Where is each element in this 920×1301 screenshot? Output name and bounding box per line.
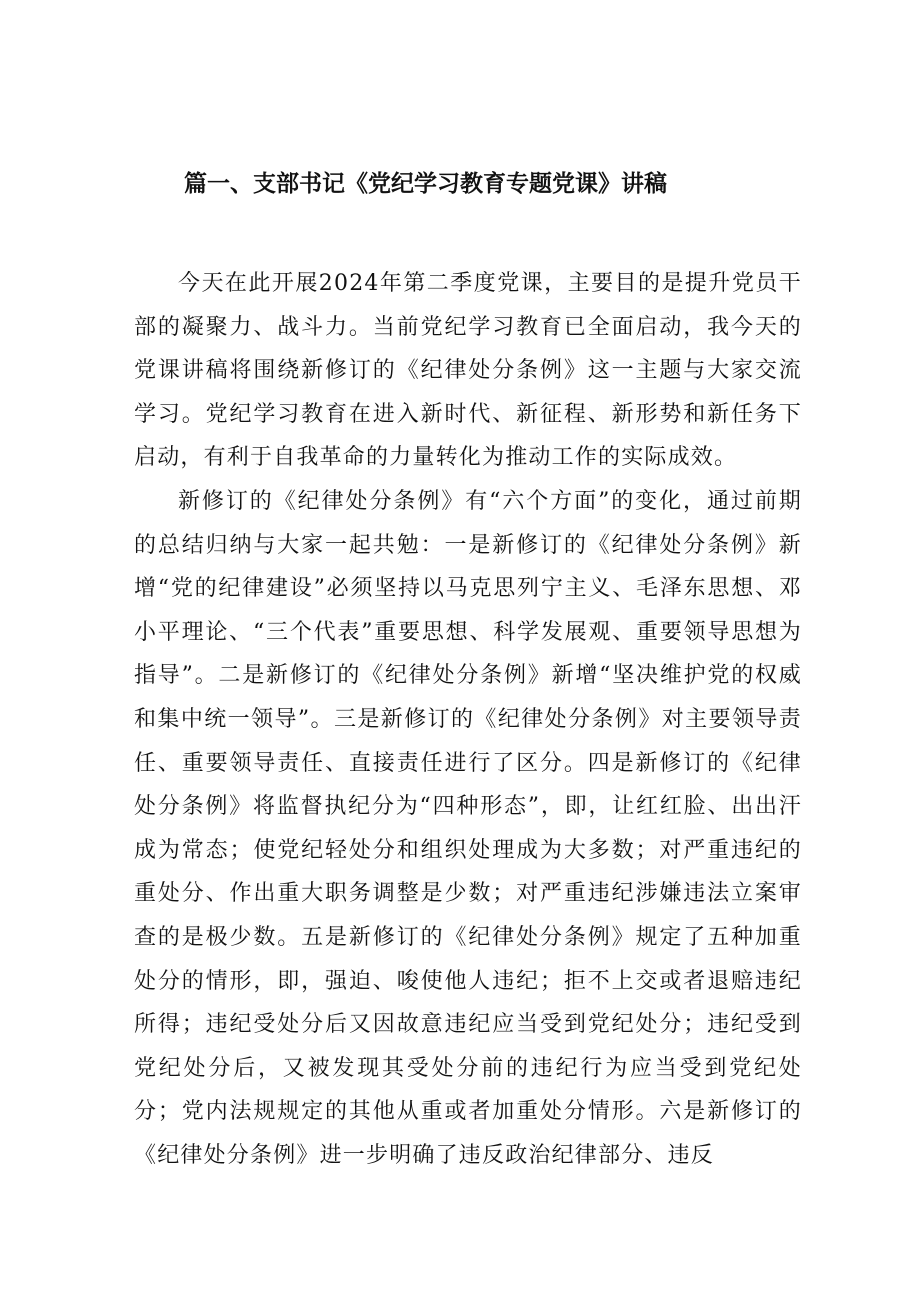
- document-body: [134, 262, 802, 1177]
- paragraph-1: 今天在此开展2024年第二季度党课，主要目的是提升党员干部的凝聚力、战斗力。当前党纪学习教育已全面启动，我今天的党课讲稿将围绕新修订的《纪律处分条例》这一主题与大家交流学习。党纪学习教育在进入新时代、新征程、新形势和新任务下启动，有利于自我革命的力量转化为推动工作的实际成效。: [134, 271, 802, 471]
- document-title: 篇一、支部书记《党纪学习教育专题党课》讲稿: [184, 171, 667, 197]
- paragraph-2: 新修订的《纪律处分条例》有“六个方面”的变化，通过前期的总结归纳与大家一起共勉：一是新修订的《纪律处分条例》新增“党的纪律建设”必须坚持以马克思列宁主义、毛泽东思想、邓小平理论、“三个代表”重要思想、科学发展观、重要领导思想为指导”。二是新修订的《纪律处分条例》新增“坚决维护党的权威和集中统一领导”。三是新修订的《纪律处分条例》对主要领导责任、重要领导责任、直接责任进行了区分。四是新修订的《纪律处分条例》将监督执纪分为“四种形态”，即，让红红脸、出出汗成为常态；使党纪轻处分和组织处理成为大多数；对严重违纪的重处分、作出重大职务调整是少数；对严重违纪涉嫌违法立案审查的是极少数。五是新修订的《纪律处分条例》规定了五种加重处分的情形，即，强迫、唆使他人违纪；拒不上交或者退赔违纪所得；违纪受处分后又因故意违纪应当受到党纪处分；违纪受到党纪处分后，又被发现其受处分前的违纪行为应当受到党纪处分；党内法规规定的其他从重或者加重处分情形。六是新修订的《纪律处分条例》进一步明确了违反政治纪律部分、违反: [134, 488, 802, 1168]
